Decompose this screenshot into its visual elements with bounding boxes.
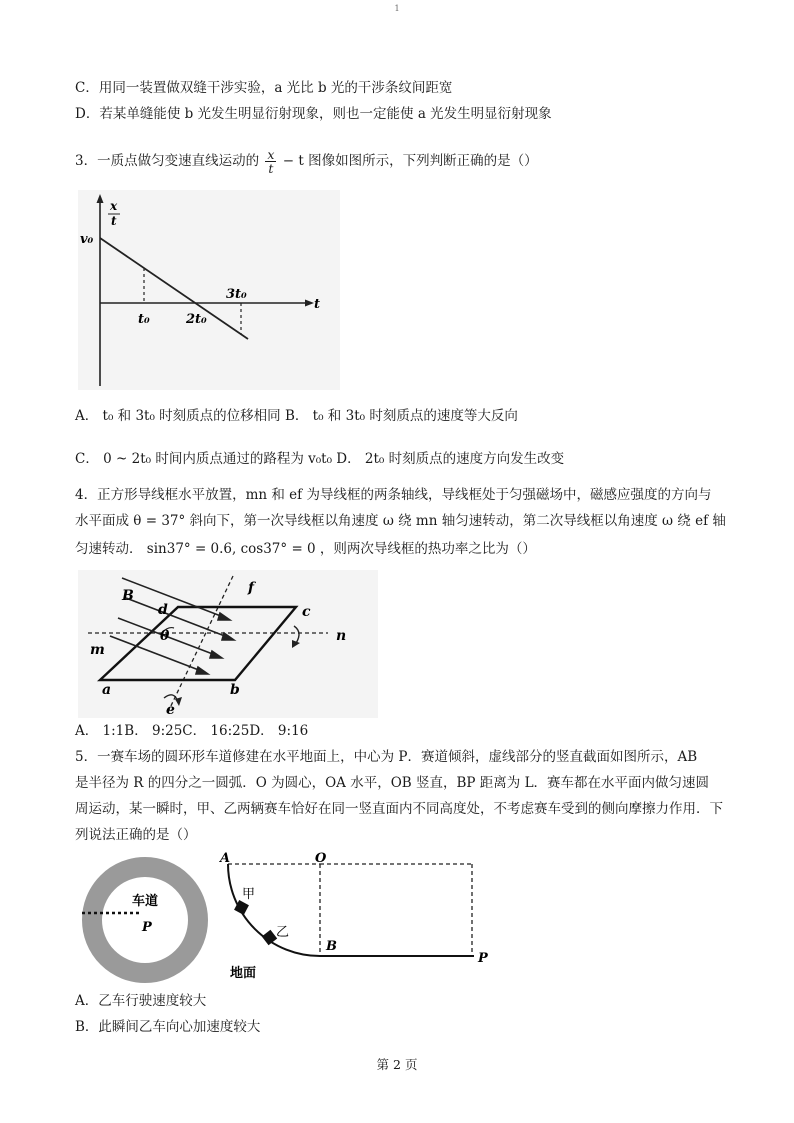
q5-line-1: 5．一赛车场的圆环形车道修建在水平地面上，中心为 P．赛道倾斜，虚线部分的竖直截面如图所示，AB [75, 749, 698, 765]
page-mark: 1 [394, 4, 400, 13]
q3-y-label-den: t [111, 214, 117, 228]
q5-ring-track-figure [80, 855, 210, 985]
q4-line-1: 4．正方形导线框水平放置，mn 和 ef 为导线框的两条轴线，导线框处于匀强磁场中，磁感应强度的方向与 [75, 487, 712, 503]
q3-t-label: t [314, 297, 321, 312]
q2-option-d: D．若某单缝能使 b 光发生明显衍射现象，则也一定能使 a 光发生明显衍射现象 [75, 106, 552, 122]
q5-label-B: B [326, 939, 337, 954]
q3-stem-before: 3．一质点做匀变速直线运动的 [75, 153, 260, 169]
q4-label-d: d [158, 602, 168, 618]
q5-car-yi [262, 930, 277, 945]
q3-options-ab: A． t₀ 和 3t₀ 时刻质点的位移相同 B． t₀ 和 3t₀ 时刻质点的速度等大反向 [75, 408, 518, 424]
q4-line-2: 水平面成 θ = 37° 斜向下，第一次导线框以角速度 ω 绕 mn 轴匀速转动，第二次导线框以角速度 ω 绕 ef 轴 [75, 513, 726, 529]
page-footer: 第 2 页 [376, 1057, 418, 1072]
q3-y-label-num: x [110, 199, 118, 213]
q5-line-2: 是半径为 R 的四分之一圆弧．O 为圆心，OA 水平，OB 竖直，BP 距离为 L．赛车都在水平面内做匀速圆 [75, 775, 710, 791]
q4-label-f: f [248, 580, 255, 596]
q4-label-n: n [336, 628, 347, 644]
q4-label-b: b [230, 682, 240, 698]
q3-options-cd: C． 0 ~ 2t₀ 时间内质点通过的路程为 v₀t₀ D． 2t₀ 时刻质点的速度方向发生改变 [75, 451, 565, 467]
q4-label-m: m [90, 642, 105, 658]
q4-options: A． 1:1B． 9:25C． 16:25D． 9:16 [75, 723, 309, 739]
q5-label-O: O [315, 851, 327, 866]
q5-center-label: P [142, 920, 152, 935]
q4-label-c: c [302, 604, 311, 620]
q4-label-e: e [166, 702, 175, 718]
q5-label-jia: 甲 [242, 887, 256, 902]
q5-track-label: 车道 [131, 894, 159, 909]
q3-xt-t-graph [78, 190, 340, 390]
q4-label-a: a [102, 682, 112, 698]
q3-t0-label: t₀ [138, 312, 150, 327]
q2-option-c: C．用同一装置做双缝干涉实验，a 光比 b 光的干涉条纹间距宽 [75, 80, 453, 96]
q4-label-theta: θ [160, 628, 170, 644]
q3-stem-after: − t 图像如图所示，下列判断正确的是（） [282, 153, 538, 169]
q4-label-B: B [122, 588, 134, 604]
q5-cross-section-figure [212, 850, 502, 988]
q5-label-A: A [220, 851, 231, 866]
q5-line-3: 周运动，某一瞬时，甲、乙两辆赛车恰好在同一竖直面内不同高度处，不考虑赛车受到的侧向摩擦力作用．下 [75, 801, 723, 817]
q5-label-yi: 乙 [276, 925, 290, 940]
q4-line-3: 匀速转动． sin37° = 0.6, cos37° = 0 ，则两次导线框的热功率之比为（） [75, 541, 536, 557]
q5-label-P: P [478, 951, 488, 966]
q3-3t0-label: 3t₀ [226, 287, 247, 302]
q3-stem-frac-den: t [268, 161, 274, 176]
q5-option-b: B．此瞬间乙车向心加速度较大 [75, 1019, 261, 1035]
q5-label-ground: 地面 [230, 966, 257, 981]
q3-2t0-label: 2t₀ [186, 312, 207, 327]
q5-line-4: 列说法正确的是（） [75, 827, 197, 843]
q3-stem-frac-num: x [267, 147, 275, 162]
q3-stem [75, 145, 538, 177]
q5-option-a: A．乙车行驶速度较大 [75, 993, 207, 1009]
q4-wire-frame-figure [78, 570, 378, 718]
q3-graph-background [78, 190, 340, 390]
q3-stem-fraction [265, 148, 276, 175]
q3-v0-label: v₀ [80, 232, 94, 247]
